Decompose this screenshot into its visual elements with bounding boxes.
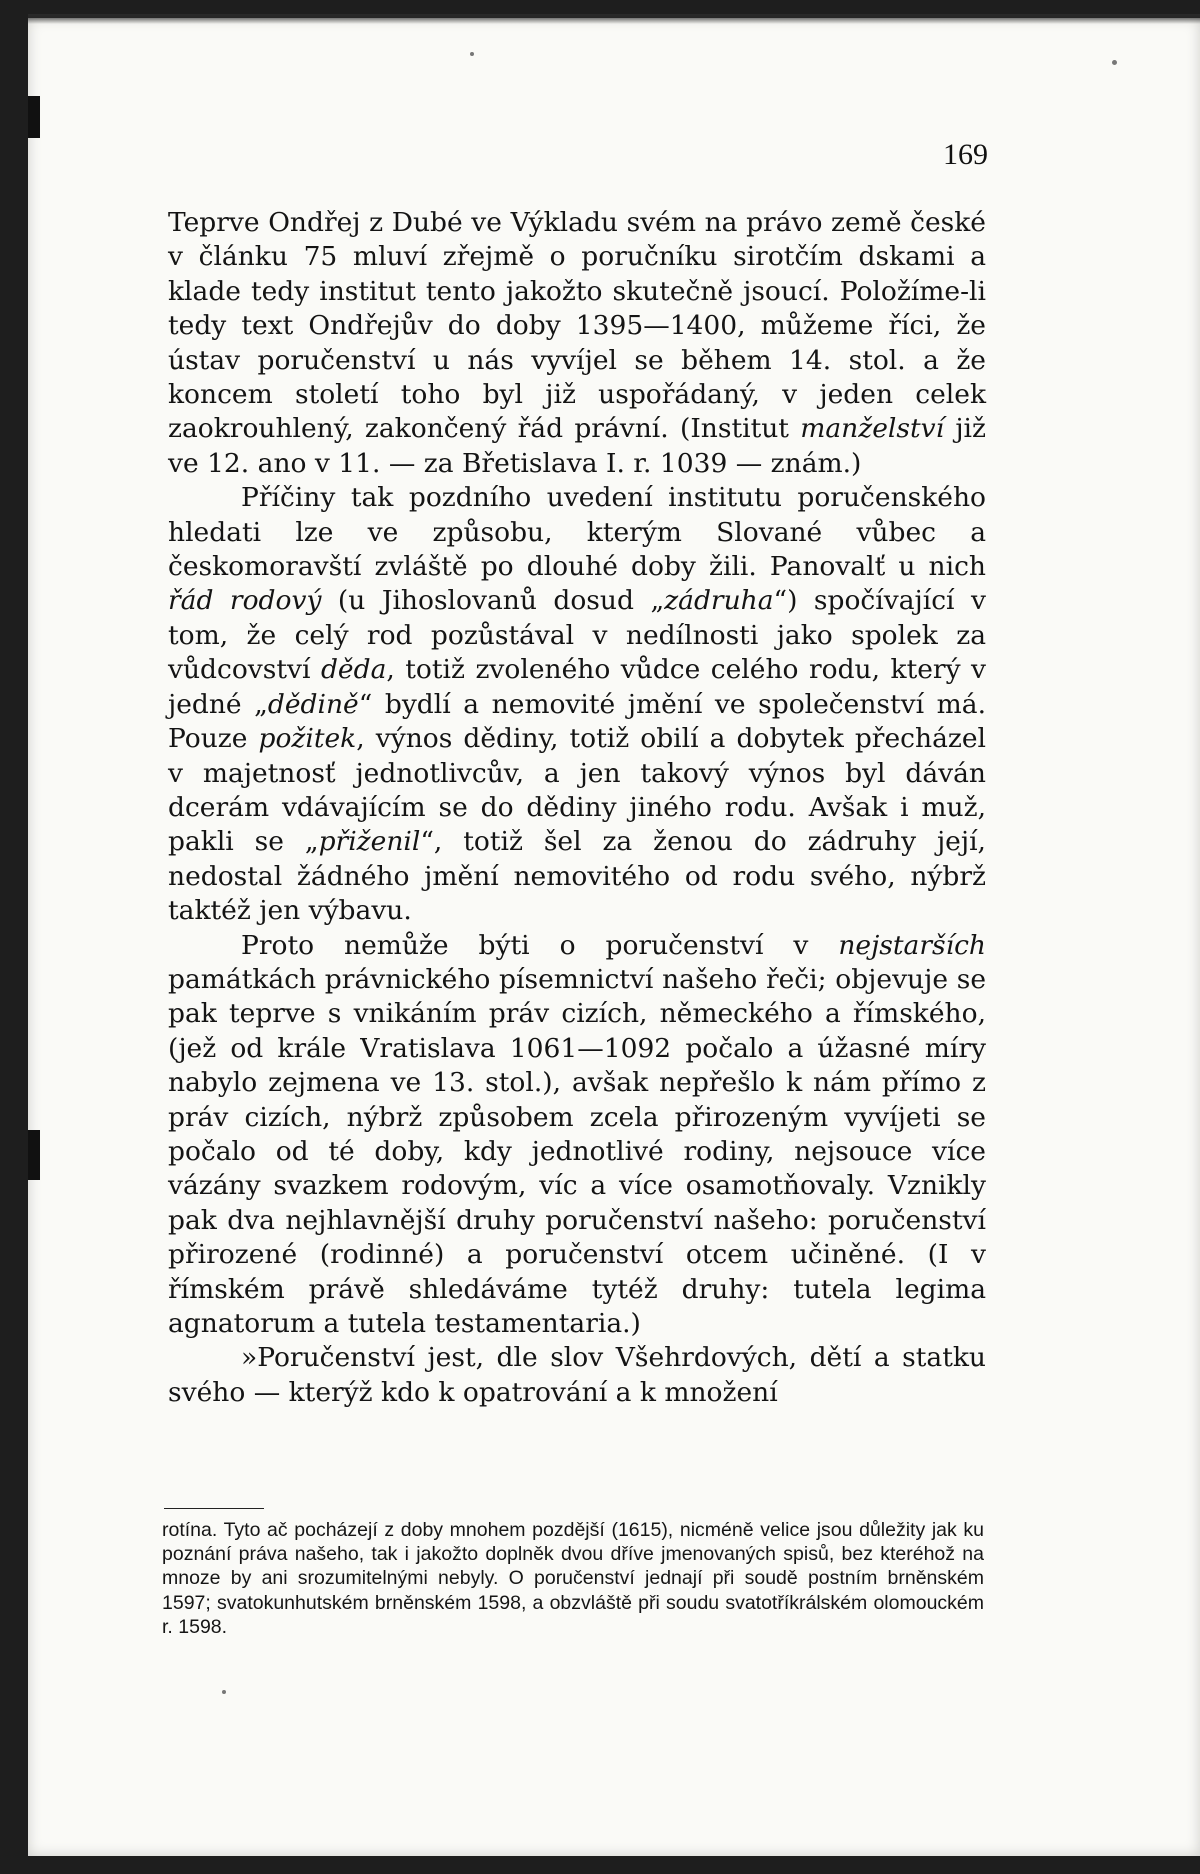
- top-edge-shadow: [28, 14, 1200, 24]
- text-run: Proto nemůže býti o poručenství v: [241, 929, 839, 961]
- italic-term: děda: [320, 654, 387, 686]
- binding-mark: [28, 1130, 40, 1180]
- text-run: “ bydlí a nemovité jmění ve společenství má. Pouze: [168, 688, 987, 755]
- italic-term: řád rodový: [168, 585, 322, 617]
- italic-term: dědině: [267, 688, 359, 720]
- text-run: , výnos dědiny, totiž obilí a dobytek přecházel v majetnosť jednotlivcův, a jen takový výnos byl dáván dcerám vdávajícím se do dědiny jiného rodu. Avšak i muž, pakli se „: [168, 723, 986, 858]
- body-paragraph: [168, 206, 986, 481]
- main-text: [168, 206, 986, 1410]
- scan-speck: [1112, 60, 1117, 65]
- footnote-rule: [164, 1508, 264, 1509]
- binding-mark: [28, 96, 40, 138]
- text-run: Teprve Ondřej z Dubé ve Výkladu svém na právo země české v článku 75 mluví zřejmě o poručníku sirotčím dskami a klade tedy institut tento jakožto skutečně jsoucí. Položíme-li tedy text Ondřejův do doby 1395—1400, můžeme říci, že ústav poručenství u nás vyvíjel se během 14. stol. a že koncem století toho byl již uspořádaný, v jeden celek zaokrouhlený, zakončený řád právní. (Institut: [168, 207, 986, 445]
- scan-speck: [222, 1690, 226, 1694]
- text-run: »Poručenství jest, dle slov Všehrdových, dětí a statku svého — kterýž kdo k opatrování a k množení: [168, 1342, 986, 1408]
- text-run: (u Jihoslovanů dosud „: [321, 585, 665, 617]
- text-run: “) spočívající v tom, že celý rod pozůstával v nedílnosti jako spolek za vůdcovství: [168, 585, 986, 686]
- body-paragraph: [168, 1341, 986, 1410]
- text-run: památkách právnického písemnictví našeho řeči; objevuje se pak teprve s vnikáním práv cizích, německého a římského, (jež od krále Vratislava 1061—1092 počalo a úžasné míry nabylo zejmena ve 13. stol.), avšak nepřešlo k nám přímo z práv cizích, nýbrž způsobem zcela přirozeným vyvíjeti se počalo od té doby, kdy jednotlivé rodiny, nejsouce více vázány svazkem rodovým, víc a více osamotňovaly. Vznikly pak dva nejhlavnější druhy poručenství našeho: poručenství přirozené (rodinné) a poručenství otcem učiněné. (I v římském právě shledáváme tytéž druhy: tutela legima agnatorum a tutela testamentaria.): [168, 963, 986, 1339]
- text-run: Příčiny tak pozdního uvedení institutu poručenského hledati lze ve způsobu, kterým Slované vůbec a českomoravští zvláště po dlouhé doby žili. Panovalť u nich: [168, 482, 986, 583]
- italic-term: manželství: [800, 413, 945, 445]
- page-number: 169: [943, 138, 988, 171]
- italic-term: požitek: [258, 723, 357, 755]
- footnote: rotína. Tyto ač pocházejí z doby mnohem pozdější (1615), nicméně velice jsou důležity jak ku poznání práva našeho, tak i jakožto doplněk dvou dříve jmenovaných spisů, bez kteréhož na mnoze by ani srozumitelnými nebyly. O poručenství jednají při soudě postním brněnském 1597; svatokunhutském brněnském 1598, a obzvláště při soudu svatotříkrálském olomouckém r. 1598.: [162, 1519, 984, 1638]
- italic-term: přiženil: [318, 826, 421, 858]
- italic-term: zádruha: [664, 585, 774, 617]
- body-paragraph: [168, 481, 986, 928]
- scan-speck: [470, 52, 474, 56]
- body-paragraph: [168, 929, 986, 1342]
- italic-term: nejstarších: [838, 929, 986, 961]
- text-run: již ve 12. ano v 11. — za Břetislava I. r. 1039 — znám.): [168, 413, 986, 479]
- text-run: “, totiž šel za ženou do zádruhy její, nedostal žádného jmění nemovitého od rodu svého, nýbrž taktéž jen výbavu.: [168, 826, 986, 927]
- text-run: , totiž zvoleného vůdce celého rodu, který v jedné „: [168, 654, 986, 720]
